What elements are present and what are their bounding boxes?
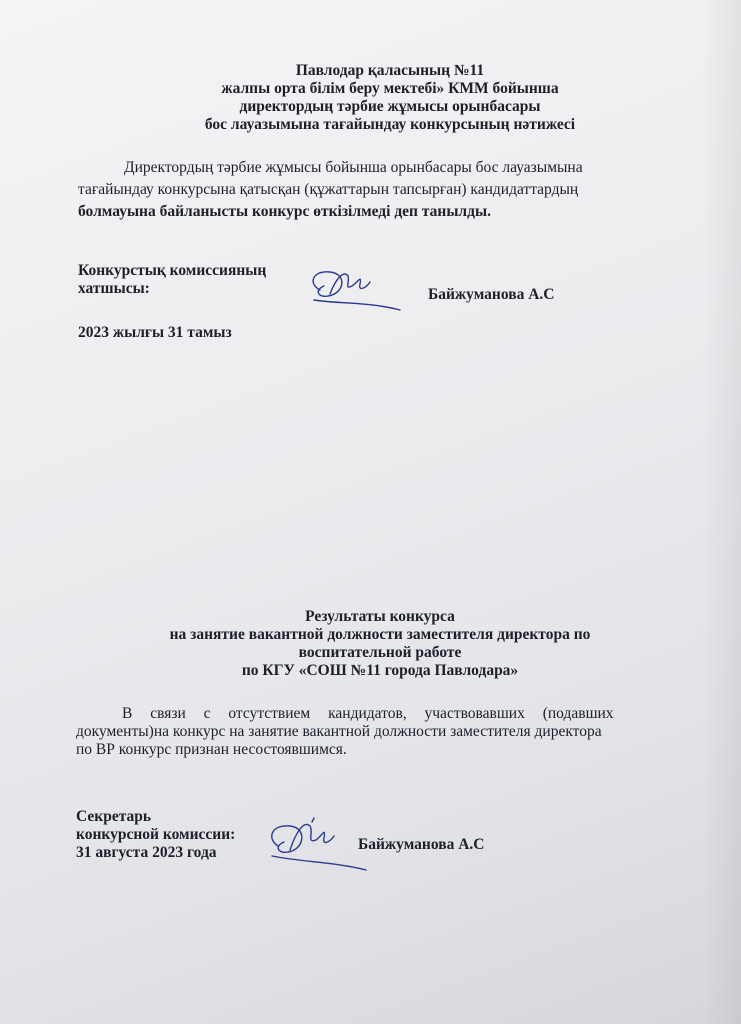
kz-heading-line: бос лауазымына тағайындау конкурсының нәтижесі: [204, 116, 576, 133]
kz-heading: [140, 62, 640, 134]
ru-body-line: В связи с отсутствием кандидатов, участвовавших (подавших: [122, 705, 614, 722]
ru-sign-label-line: 31 августа 2023 года: [76, 844, 217, 861]
kz-handwritten-signature: [300, 260, 410, 316]
ru-heading-line: воспитательной работе: [298, 644, 462, 661]
ru-sign-label-line: Секретарь: [76, 808, 152, 825]
kz-heading-line: директордың тәрбие жұмысы орынбасары: [239, 98, 541, 115]
kz-body-paragraph: [78, 159, 698, 221]
ru-body-line: по ВР конкурс признан несостоявшимся.: [76, 741, 347, 758]
kz-date: 2023 жылғы 31 тамыз: [78, 324, 232, 341]
ru-signature-label: [76, 808, 276, 862]
kz-heading-line: Павлодар қаласының №11: [295, 62, 485, 79]
ru-body-line: документы)на конкурс на занятие вакантной должности заместителя директора: [76, 723, 602, 740]
kz-body-line: тағайындау конкурсына қатысқан (құжаттарын тапсырған) кандидаттардың: [78, 181, 579, 198]
kz-signature-label: [78, 262, 318, 298]
kz-signer-name: Байжуманова А.С: [428, 286, 555, 303]
kz-sign-label-line: Конкурстық комиссияның: [78, 262, 267, 279]
ru-sign-label-line: конкурсной комиссии:: [76, 826, 236, 843]
page-shadow: [701, 0, 741, 1024]
ru-body-paragraph: [76, 705, 696, 759]
ru-handwritten-signature: [262, 812, 372, 874]
ru-heading-line: Результаты конкурса: [305, 608, 455, 625]
ru-signer-name: Байжуманова А.С: [358, 836, 485, 853]
ru-heading-line: по КГУ «СОШ №11 города Павлодара»: [241, 662, 519, 679]
kz-body-line: болмауына байланысты конкурс өткізілмеді деп танылды.: [78, 203, 491, 220]
ru-heading: [130, 608, 630, 680]
kz-sign-label-line: хатшысы:: [78, 280, 150, 297]
kz-heading-line: жалпы орта білім беру мектебі» КММ бойынша: [221, 80, 559, 97]
kz-body-line: Директордың тәрбие жұмысы бойынша орынбасары бос лауазымына: [124, 159, 583, 176]
ru-heading-line: на занятие вакантной должности заместителя директора по: [169, 626, 591, 643]
